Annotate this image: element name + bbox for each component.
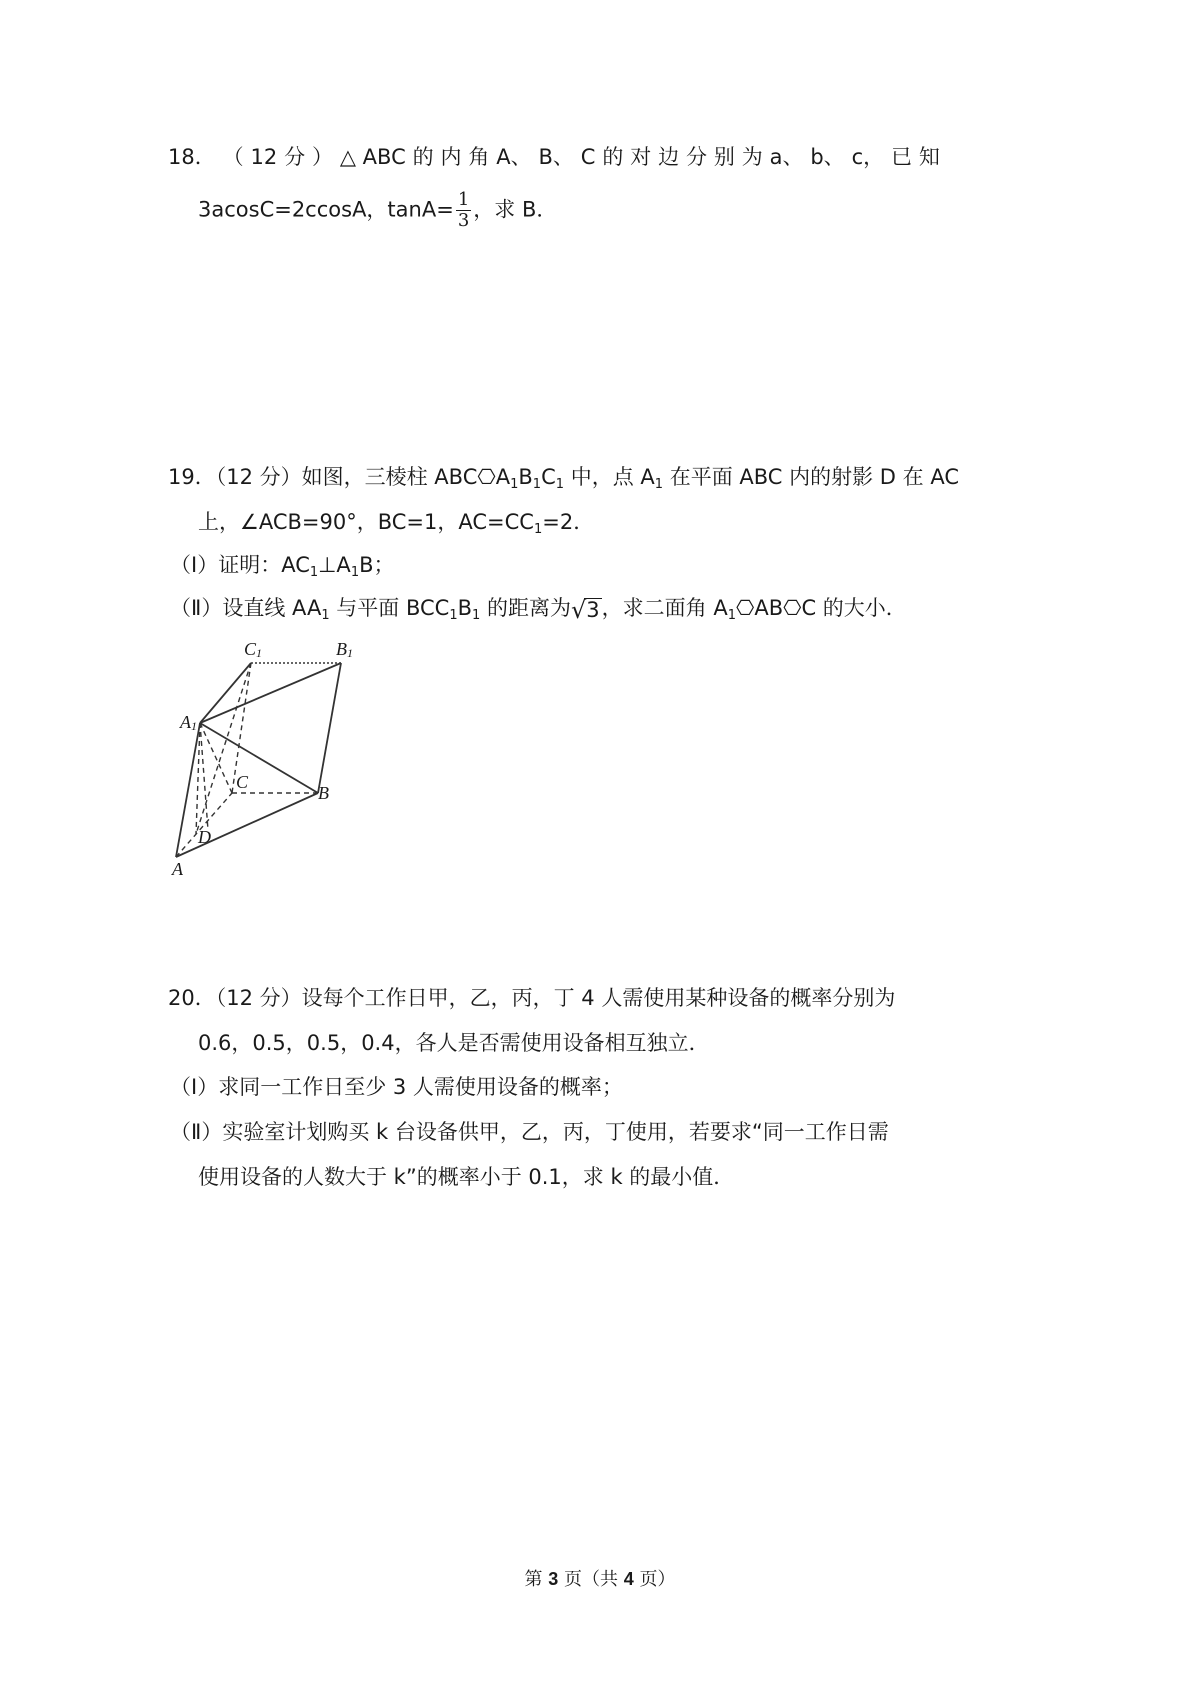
- sqrt-three: √3: [571, 595, 600, 624]
- q18-token: 的: [412, 145, 434, 169]
- edge-a-b: [176, 793, 318, 857]
- q18-token: a、: [769, 145, 804, 169]
- q18-token: 内: [440, 145, 462, 169]
- q18-token: 已: [890, 145, 912, 169]
- label-c1: C1: [244, 639, 263, 660]
- label-d: D: [198, 827, 211, 847]
- q18-token: △ ABC: [339, 145, 406, 169]
- q18-token: 分: [284, 145, 306, 169]
- label-b1: B1: [336, 639, 353, 660]
- edge-a1-c1: [200, 663, 251, 723]
- q18-token: 别: [713, 145, 735, 169]
- edge-a-c: [176, 793, 232, 857]
- q18-token: c，: [851, 145, 885, 169]
- q18-line1: [168, 143, 940, 171]
- edge-a1-b: [200, 723, 318, 793]
- q19-part2: （Ⅱ）设直线 $AA_1$ 与平面 $BCC_1B_1$ 的距离为√3，求二面角 $A_1⎔AB⎔C$ 的大小．: [170, 595, 907, 624]
- q20-line2: 0.6，0.5，0.5，0.4，各人是否需使用设备相互独立．: [198, 1031, 710, 1055]
- q18-token: 12: [250, 145, 278, 169]
- q18-token: ）: [311, 145, 333, 169]
- prism-figure: [160, 630, 360, 880]
- label-b: B: [318, 783, 329, 803]
- q19-part1: （Ⅰ）证明：$AC_1\perp A_1B$；: [170, 553, 395, 580]
- q20-part2-cont: 使用设备的人数大于 k”的概率小于 0.1，求 k 的最小值．: [198, 1165, 735, 1189]
- q18-token: B、: [538, 145, 574, 169]
- q19-line2: 上，∠ACB=90°，BC=1，$AC=CC_1=2$．: [198, 510, 595, 537]
- q18-token: 分: [685, 145, 707, 169]
- edge-a1-a: [176, 723, 200, 857]
- q20-part2: （Ⅱ）实验室计划购买 k 台设备供甲，乙，丙，丁使用，若要求“同一工作日需: [170, 1120, 889, 1144]
- q19-line1: 19．（12 分）如图，三棱柱 $ABC⎔A_1B_1C_1$ 中，点 $A_1$ 在平面 ABC 内的射影 D 在 AC: [168, 465, 959, 492]
- q18-token: b、: [810, 145, 845, 169]
- label-c: C: [236, 772, 249, 792]
- q18-token: （: [222, 145, 244, 169]
- q18-token: C: [580, 145, 596, 169]
- q18-token: A、: [496, 145, 532, 169]
- q18-token: 知: [918, 145, 940, 169]
- q20-part1: （Ⅰ）求同一工作日至少 3 人需使用设备的概率；: [170, 1075, 623, 1099]
- edge-a1-b1: [200, 663, 341, 723]
- q18-token: 18．: [168, 145, 216, 169]
- page-footer: 第 3 页（共 4 页）: [524, 1569, 676, 1590]
- q18-token: 对: [630, 145, 652, 169]
- edge-b1-b: [318, 663, 341, 793]
- q18-token: 的: [602, 145, 624, 169]
- q20-line1: 20．（12 分）设每个工作日甲，乙，丙，丁 4 人需使用某种设备的概率分别为: [168, 986, 896, 1010]
- fraction-one-third: $\frac{1}{3}$: [457, 189, 470, 231]
- label-a: A: [172, 859, 183, 879]
- edge-a1-d2: [200, 723, 208, 830]
- label-a1: A1: [180, 712, 197, 733]
- q18-token: 角: [468, 145, 490, 169]
- q18-token: 为: [741, 145, 763, 169]
- q18-token: 边: [658, 145, 680, 169]
- q18-line2: 3acosC=2ccosA，tanA= $\frac{1}{3}$ ，求 B．: [198, 189, 558, 231]
